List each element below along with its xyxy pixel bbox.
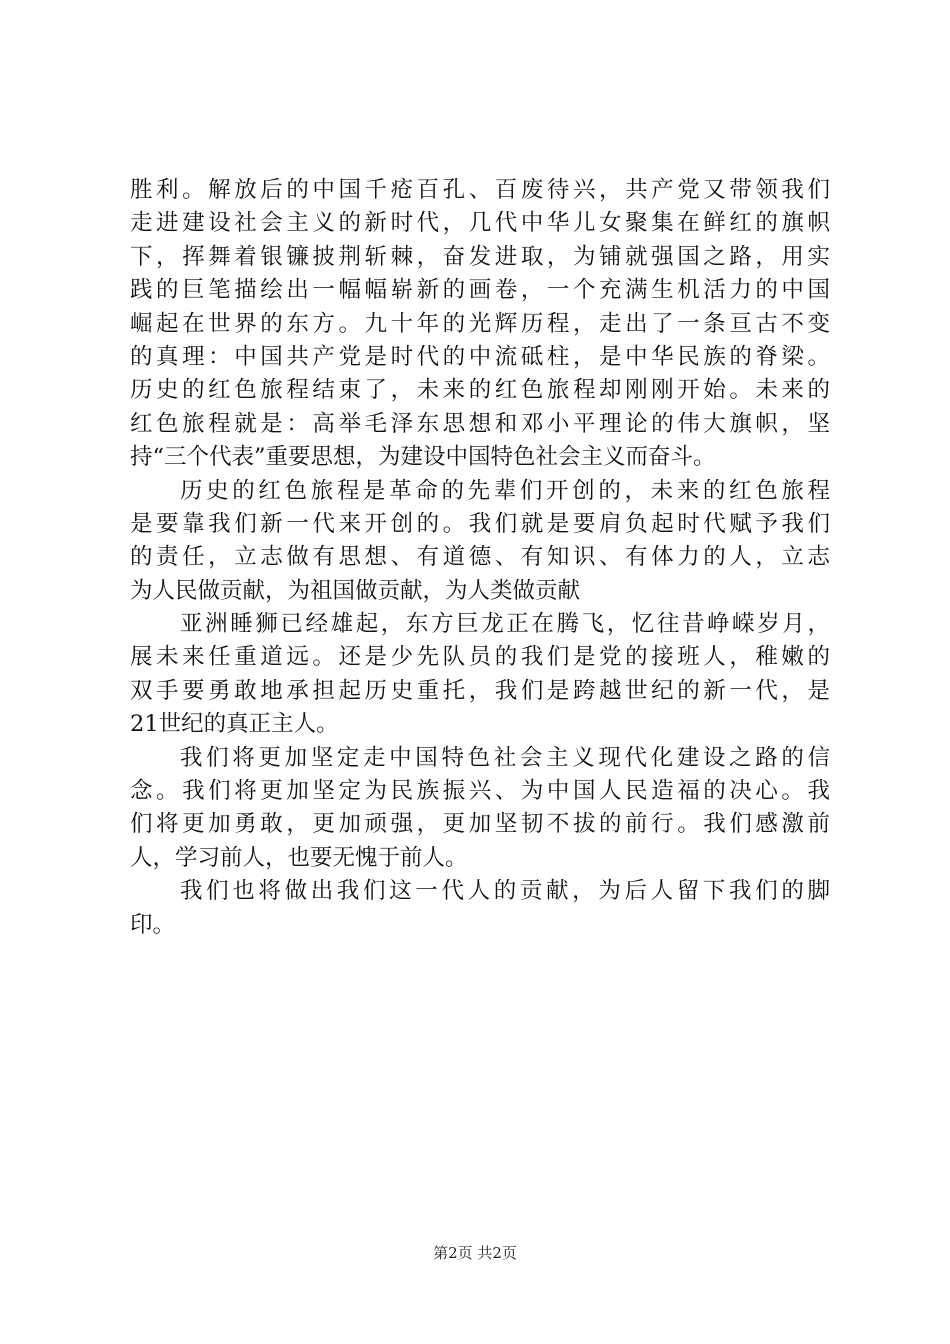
text-line: 为人民做贡献，为祖国做贡献，为人类做贡献 xyxy=(130,577,581,604)
page-number-footer: 第2页 共2页 xyxy=(433,1244,517,1262)
text-line: 展未来任重道远。还是少先队员的我们是党的接班人，稚嫩的 xyxy=(130,644,830,671)
text-line: 我们将更加坚定走中国特色社会主义现代化建设之路的信 xyxy=(180,744,830,771)
text-line: 胜利。解放后的中国千疮百孔、百废待兴，共产党又带领我们 xyxy=(130,177,830,203)
text-line: 亚洲睡狮已经雄起，东方巨龙正在腾飞，忆往昔峥嵘岁月， xyxy=(180,611,830,638)
text-line: 历史的红色旅程结束了，未来的红色旅程却刚刚开始。未来的 xyxy=(130,377,830,404)
text-line: 念。我们将更加坚定为民族振兴、为中国人民造福的决心。我 xyxy=(130,778,830,805)
paragraph-5 xyxy=(130,875,830,942)
text-line: 21世纪的真正主人。 xyxy=(130,711,339,738)
text-line: 人，学习前人，也要无愧于前人。 xyxy=(130,844,468,871)
text-line: 下，挥舞着银镰披荆斩棘，奋发进取，为铺就强国之路，用实 xyxy=(130,243,830,270)
text-line: 历史的红色旅程是革命的先辈们开创的，未来的红色旅程 xyxy=(180,477,830,504)
text-line: 的真理：中国共产党是时代的中流砥柱，是中华民族的脊梁。 xyxy=(130,343,830,370)
text-line: 是要靠我们新一代来开创的。我们就是要肩负起时代赋予我们 xyxy=(130,510,830,537)
paragraph-1 xyxy=(130,174,830,475)
text-line: 践的巨笔描绘出一幅幅崭新的画卷，一个充满生机活力的中国 xyxy=(130,277,830,304)
paragraph-4 xyxy=(130,742,830,876)
text-line: 们将更加勇敢，更加顽强，更加坚韧不拔的前行。我们感激前 xyxy=(130,811,830,838)
paragraph-2 xyxy=(130,475,830,609)
document-body xyxy=(130,174,830,942)
text-line: 我们也将做出我们这一代人的贡献，为后人留下我们的脚 xyxy=(180,878,830,905)
text-line: 红色旅程就是：高举毛泽东思想和邓小平理论的伟大旗帜，坚 xyxy=(130,410,830,437)
text-line: 走进建设社会主义的新时代，几代中华儿女聚集在鲜红的旗帜 xyxy=(130,210,830,237)
text-line: 崛起在世界的东方。九十年的光辉历程，走出了一条亘古不变 xyxy=(130,310,830,337)
text-line: 的责任，立志做有思想、有道德、有知识、有体力的人，立志 xyxy=(130,544,830,571)
text-line: 双手要勇敢地承担起历史重托，我们是跨越世纪的新一代，是 xyxy=(130,677,830,704)
text-line: 持“三个代表”重要思想，为建设中国特色社会主义而奋斗。 xyxy=(130,444,716,471)
paragraph-3 xyxy=(130,608,830,742)
text-line: 印。 xyxy=(130,911,176,938)
